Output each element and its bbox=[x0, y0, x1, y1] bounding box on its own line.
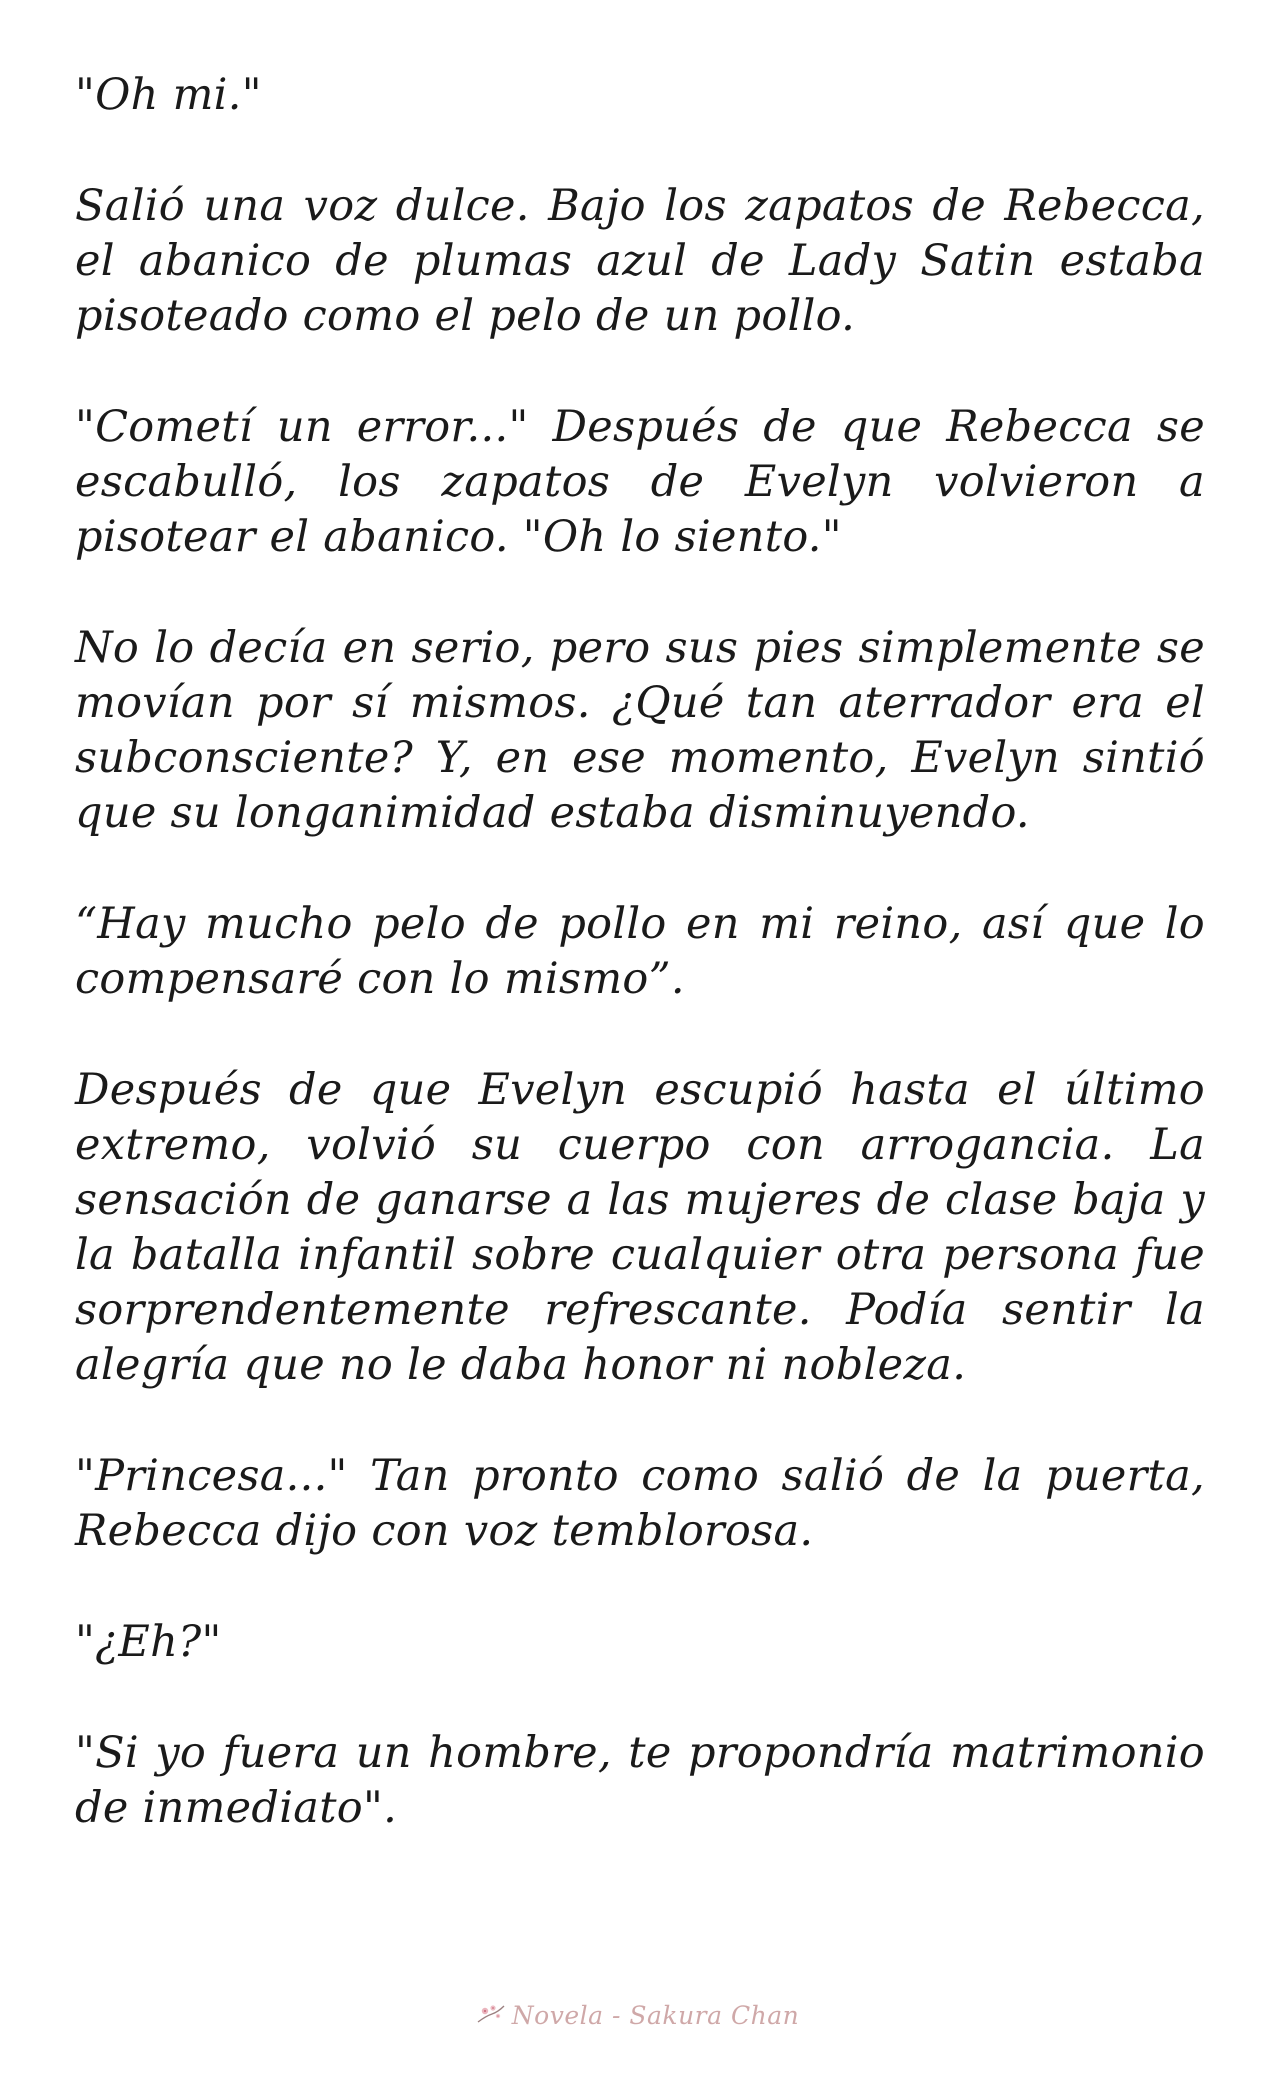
paragraph-5: “Hay mucho pelo de pollo en mi reino, así que lo compensaré con lo mismo”. bbox=[75, 899, 1205, 1004]
paragraph-3: "Cometí un error..." Después de que Rebecca se escabulló, los zapatos de Evelyn volvieron a pisotear el abanico. "Oh lo siento." bbox=[75, 402, 1205, 562]
paragraph-4: No lo decía en serio, pero sus pies simplemente se movían por sí mismos. ¿Qué tan aterrador era el subconsciente? Y, en ese momento, Evelyn sintió que su longanimidad estaba disminuyendo. bbox=[75, 623, 1205, 838]
paragraph-8: "¿Eh?" bbox=[75, 1617, 222, 1667]
page-footer bbox=[0, 1995, 1275, 2035]
story-text bbox=[75, 68, 1205, 1892]
paragraph-9: "Si yo fuera un hombre, te propondría matrimonio de inmediato". bbox=[75, 1728, 1205, 1833]
cherry-blossom-icon bbox=[476, 2002, 506, 2028]
paragraph-1: "Oh mi." bbox=[75, 70, 262, 120]
watermark-text: Novela - Sakura Chan bbox=[511, 2000, 800, 2030]
paragraph-6: Después de que Evelyn escupió hasta el último extremo, volvió su cuerpo con arrogancia. La sensación de ganarse a las mujeres de clase baja y la batalla infantil sobre cualquier otra persona fue sorprendentemente refrescante. Podía sentir la alegría que no le daba honor ni nobleza. bbox=[75, 1065, 1205, 1390]
paragraph-2: Salió una voz dulce. Bajo los zapatos de Rebecca, el abanico de plumas azul de Lady Satin estaba pisoteado como el pelo de un pollo. bbox=[75, 181, 1205, 341]
paragraph-7: "Princesa..." Tan pronto como salió de la puerta, Rebecca dijo con voz temblorosa. bbox=[75, 1451, 1205, 1556]
watermark bbox=[476, 2001, 799, 2030]
